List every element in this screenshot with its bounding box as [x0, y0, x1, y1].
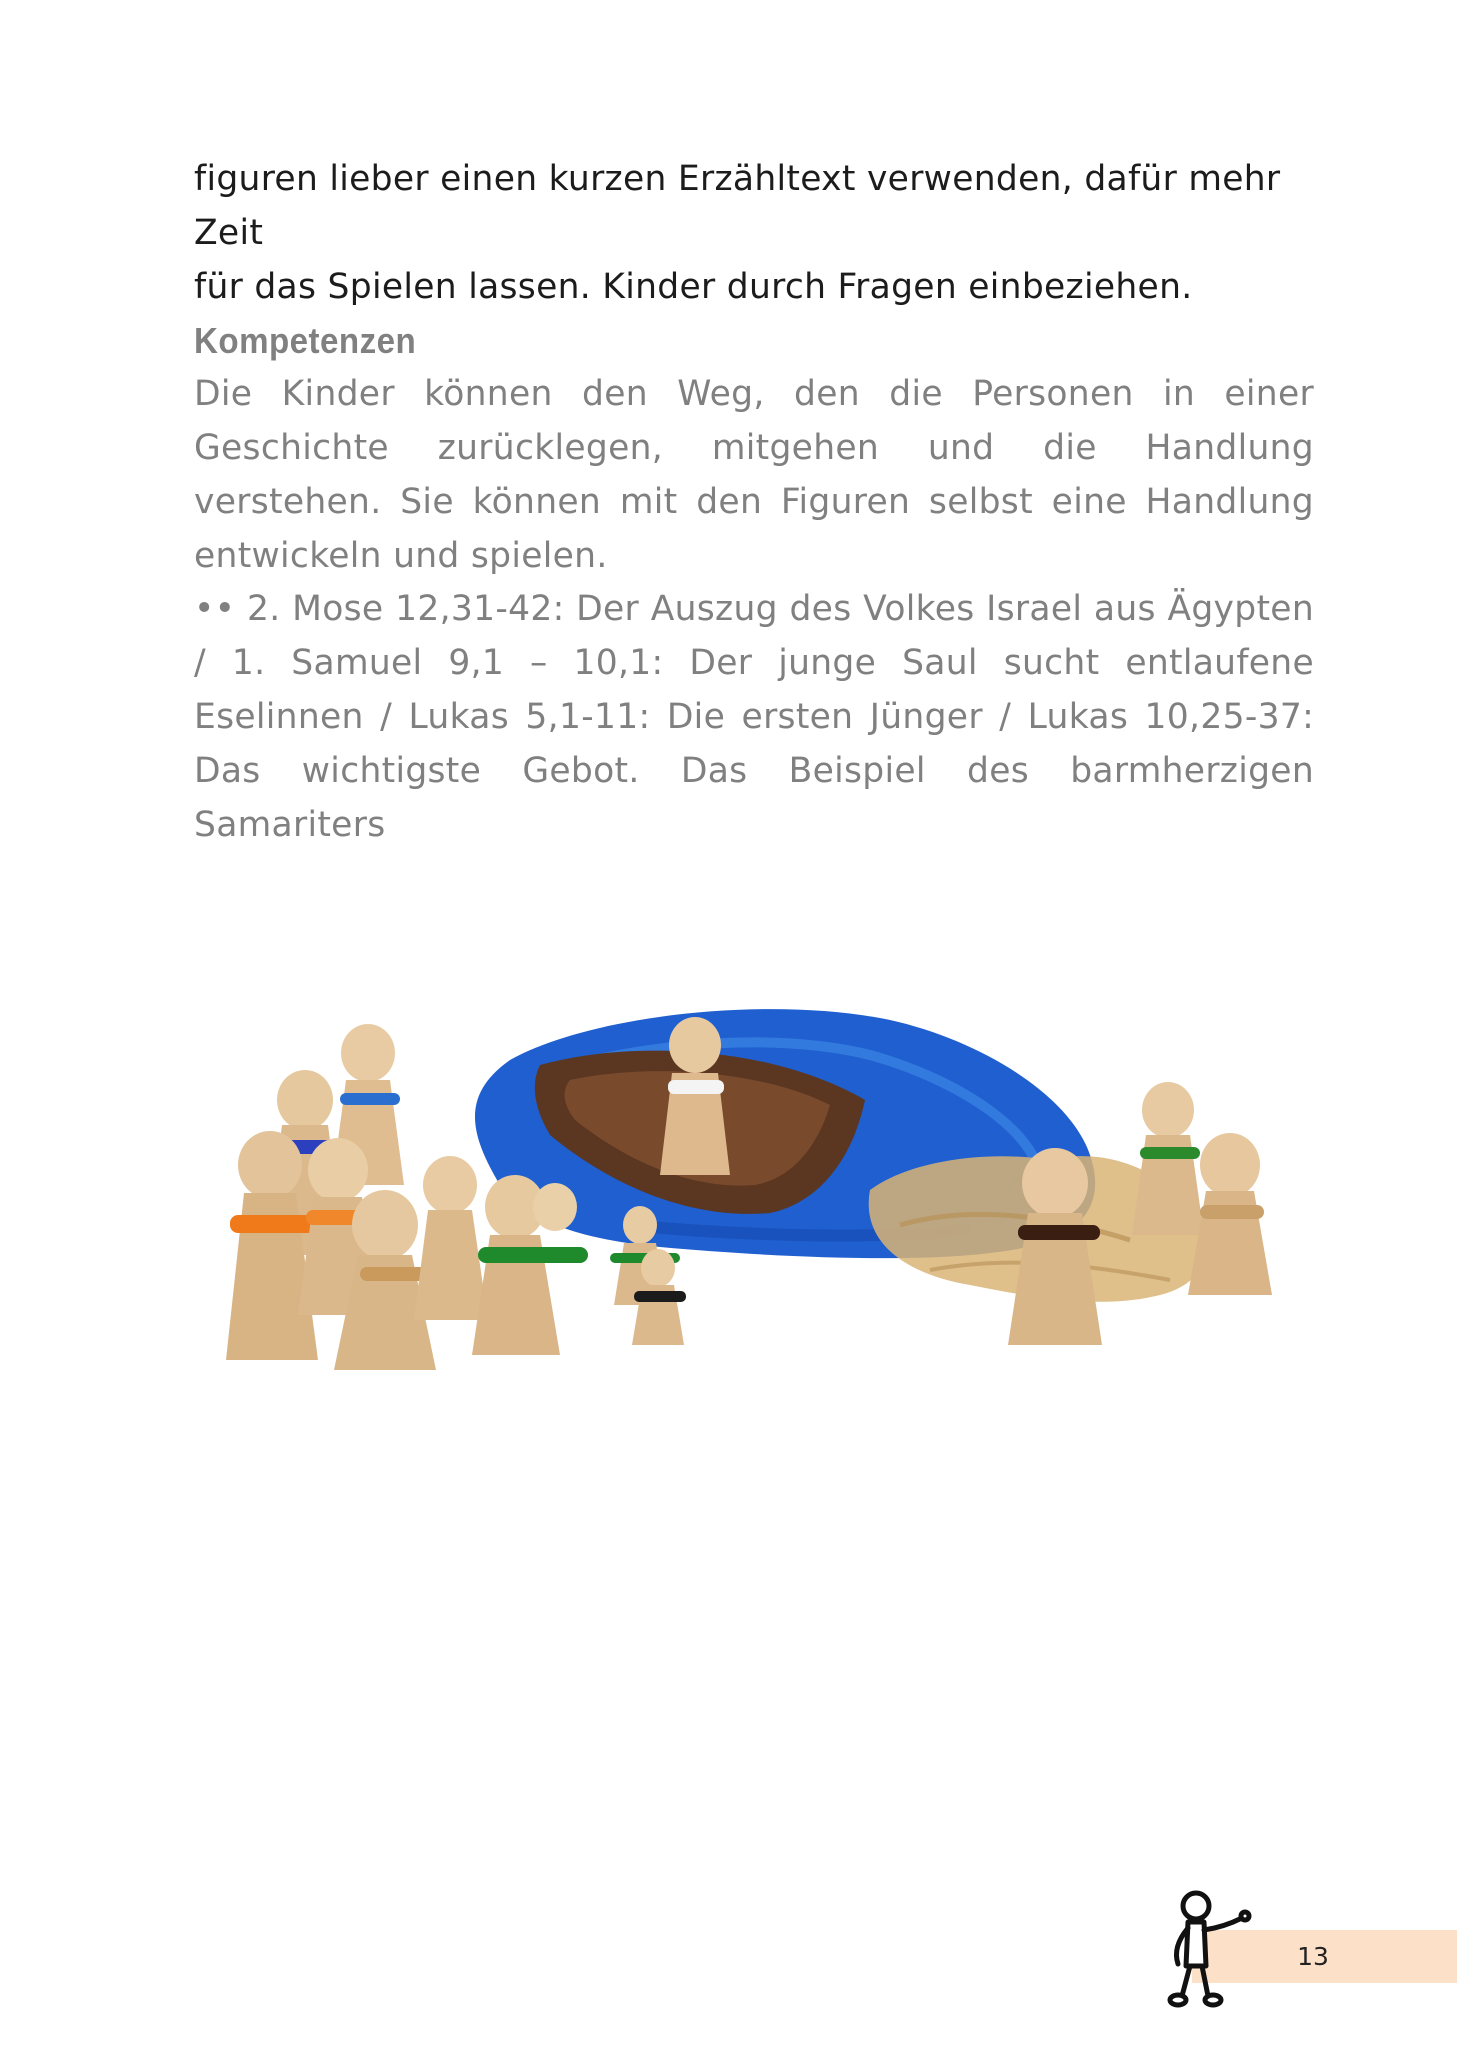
wooden-figures-photo: [210, 985, 1300, 1370]
intro-line-1: figuren lieber einen kurzen Erzähltext verwenden, dafür mehr Zeit: [194, 159, 1281, 253]
intro-line-2: für das Spielen lassen. Kinder durch Fragen einbeziehen.: [194, 267, 1193, 307]
competencies-heading: Kompetenzen: [194, 320, 417, 361]
stick-figure-icon: [1158, 1888, 1258, 2013]
bible-references: •• 2. Mose 12,31-42: Der Auszug des Volkes Israel aus Ägypten / 1. Samuel 9,1 – 10,1: Der junge Saul sucht entlaufene Eselinnen / Lukas 5,1-11: Die ersten Jünger / Lukas 10,25-37: Das wichtigste Gebot. Das Beispiel des barmherzigen Samariters: [194, 589, 1314, 845]
intro-paragraph: [194, 152, 1314, 314]
competencies-text: Die Kinder können den Weg, den die Personen in einer Geschichte zurücklegen, mitgehen und die Handlung verstehen. Sie können mit den Figuren selbst eine Handlung entwickeln und spielen.: [194, 374, 1314, 576]
page-number: 13: [1297, 1942, 1329, 1971]
